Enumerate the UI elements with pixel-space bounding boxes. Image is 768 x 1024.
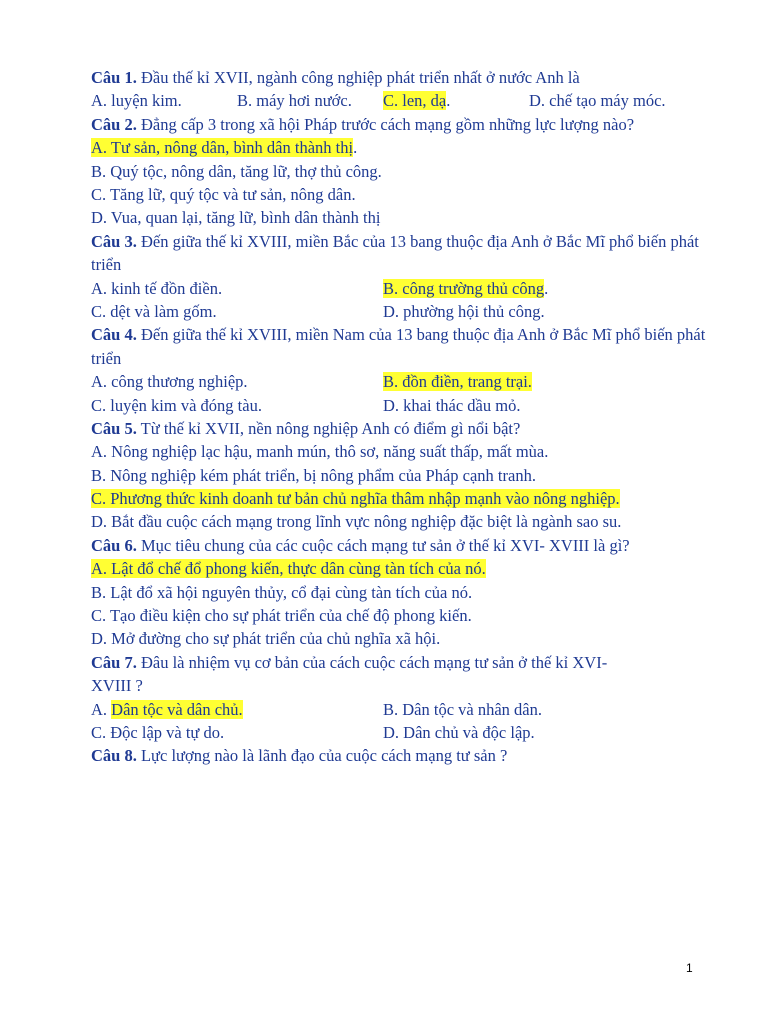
question-4 [91,323,711,370]
option-a: A. kinh tế đồn điền. [91,278,223,298]
option-b: B. Lật đổ xã hội nguyên thủy, cổ đại cùng tàn tích của nó. [91,582,473,602]
question-label: Câu 7. [91,652,137,672]
question-label: Câu 8. [91,746,137,766]
question-2 [91,113,711,136]
option-b: B. Dân tộc và nhân dân. [383,699,542,719]
question-1-options [91,89,711,112]
question-label: Câu 6. [91,535,137,555]
option-d: D. Dân chủ và độc lập. [383,723,535,743]
option-c: C. Tạo điều kiện cho sự phát triển của chế độ phong kiến. [91,606,472,626]
answer-highlight: C. Phương thức kinh doanh tư bản chủ nghĩa thâm nhập mạnh vào nông nghiệp. [91,489,620,509]
option-c: C. Tăng lữ, quý tộc và tư sản, nông dân. [91,184,356,204]
option-d: D. khai thác dầu mỏ. [383,395,521,415]
question-text: Đến giữa thế kỉ XVIII, miền Nam của 13 bang thuộc địa Anh ở Bắc Mĩ phổ biến phát triển [91,325,706,368]
question-3-options-row1 [91,277,711,300]
option-b: B. Nông nghiệp kém phát triển, bị nông phẩm của Pháp cạnh tranh. [91,465,536,485]
option-c: C. dệt và làm gốm. [91,301,217,321]
option-a: A. Tư sản, nông dân, bình dân thành thị. [91,138,358,158]
option-b: B. công trường thủ công. [383,278,549,298]
question-4-options-row2 [91,394,711,417]
question-6 [91,534,711,557]
option-a [91,557,711,580]
option-d: D. Bắt đầu cuộc cách mạng trong lĩnh vực nông nghiệp đặc biệt là ngành sao su. [91,512,622,532]
question-text: Đến giữa thế kỉ XVIII, miền Bắc của 13 bang thuộc địa Anh ở Bắc Mĩ phổ biến phát triển [91,231,699,275]
answer-highlight: A. Tư sản, nông dân, bình dân thành thị [91,138,354,158]
option-a: A. luyện kim. [91,91,182,111]
question-label: Câu 4. [91,325,137,345]
answer-highlight: Dân tộc và dân chủ. [111,699,243,719]
question-text: Từ thế kỉ XVII, nền nông nghiệp Anh có điểm gì nổi bật? [136,418,521,438]
question-1 [91,66,711,89]
option-d: D. Vua, quan lại, tăng lữ, bình dân thành thị [91,208,381,228]
answer-highlight: A. Lật đổ chế đổ phong kiến, thực dân cùng tàn tích của nó. [91,559,486,579]
question-label: Câu 1. [91,68,137,87]
option-a: A. công thương nghiệp. [91,372,248,392]
question-4-options-row1 [91,370,711,393]
question-text: Đẳng cấp 3 trong xã hội Pháp trước cách mạng gồm những lực lượng nào? [136,114,635,134]
option-c [91,487,711,510]
answer-highlight: B. công trường thủ công [383,278,545,298]
question-text: Lực lượng nào là lãnh đạo của cuộc cách mạng tư sản ? [136,746,508,766]
question-3 [91,230,711,277]
question-7-options-row2 [91,721,711,744]
answer-highlight: B. đồn điền, trang trại. [383,372,532,392]
option-b: B. máy hơi nước. [237,91,352,111]
option-d: D. Mở đường cho sự phát triển của chủ nghĩa xã hội. [91,629,441,649]
option-c: C. luyện kim và đóng tàu. [91,395,262,415]
question-7 [91,651,651,698]
question-3-options-row2 [91,300,711,323]
option-a: A. Nông nghiệp lạc hậu, manh mún, thô sơ, năng suất thấp, mất mùa. [91,442,549,462]
question-text: Đầu thế kỉ XVII, ngành công nghiệp phát triển nhất ở nước Anh là [136,68,580,87]
option-c: C. len, dạ. [383,91,451,111]
question-label: Câu 5. [91,418,137,438]
option-a: A. Dân tộc và dân chủ. [91,699,243,719]
question-8 [91,744,711,767]
question-text: Mục tiêu chung của các cuộc cách mạng tư sản ở thế kỉ XVI- XVIII là gì? [136,535,630,555]
question-label: Câu 2. [91,114,137,134]
option-c: C. Độc lập và tự do. [91,723,225,743]
document-page [91,66,711,768]
option-b [383,370,532,393]
question-text: Đâu là nhiệm vụ cơ bản của cách cuộc cách mạng tư sản ở thế kỉ XVI- XVIII ? [91,652,608,696]
answer-highlight: C. len, dạ [383,91,447,111]
question-5 [91,417,711,440]
page-number: 1 [686,961,693,975]
question-7-options-row1 [91,698,711,721]
question-label: Câu 3. [91,231,137,251]
option-b: B. Quý tộc, nông dân, tăng lữ, thợ thủ công. [91,161,382,181]
option-d: D. phường hội thủ công. [383,301,545,321]
option-d: D. chế tạo máy móc. [529,91,666,111]
